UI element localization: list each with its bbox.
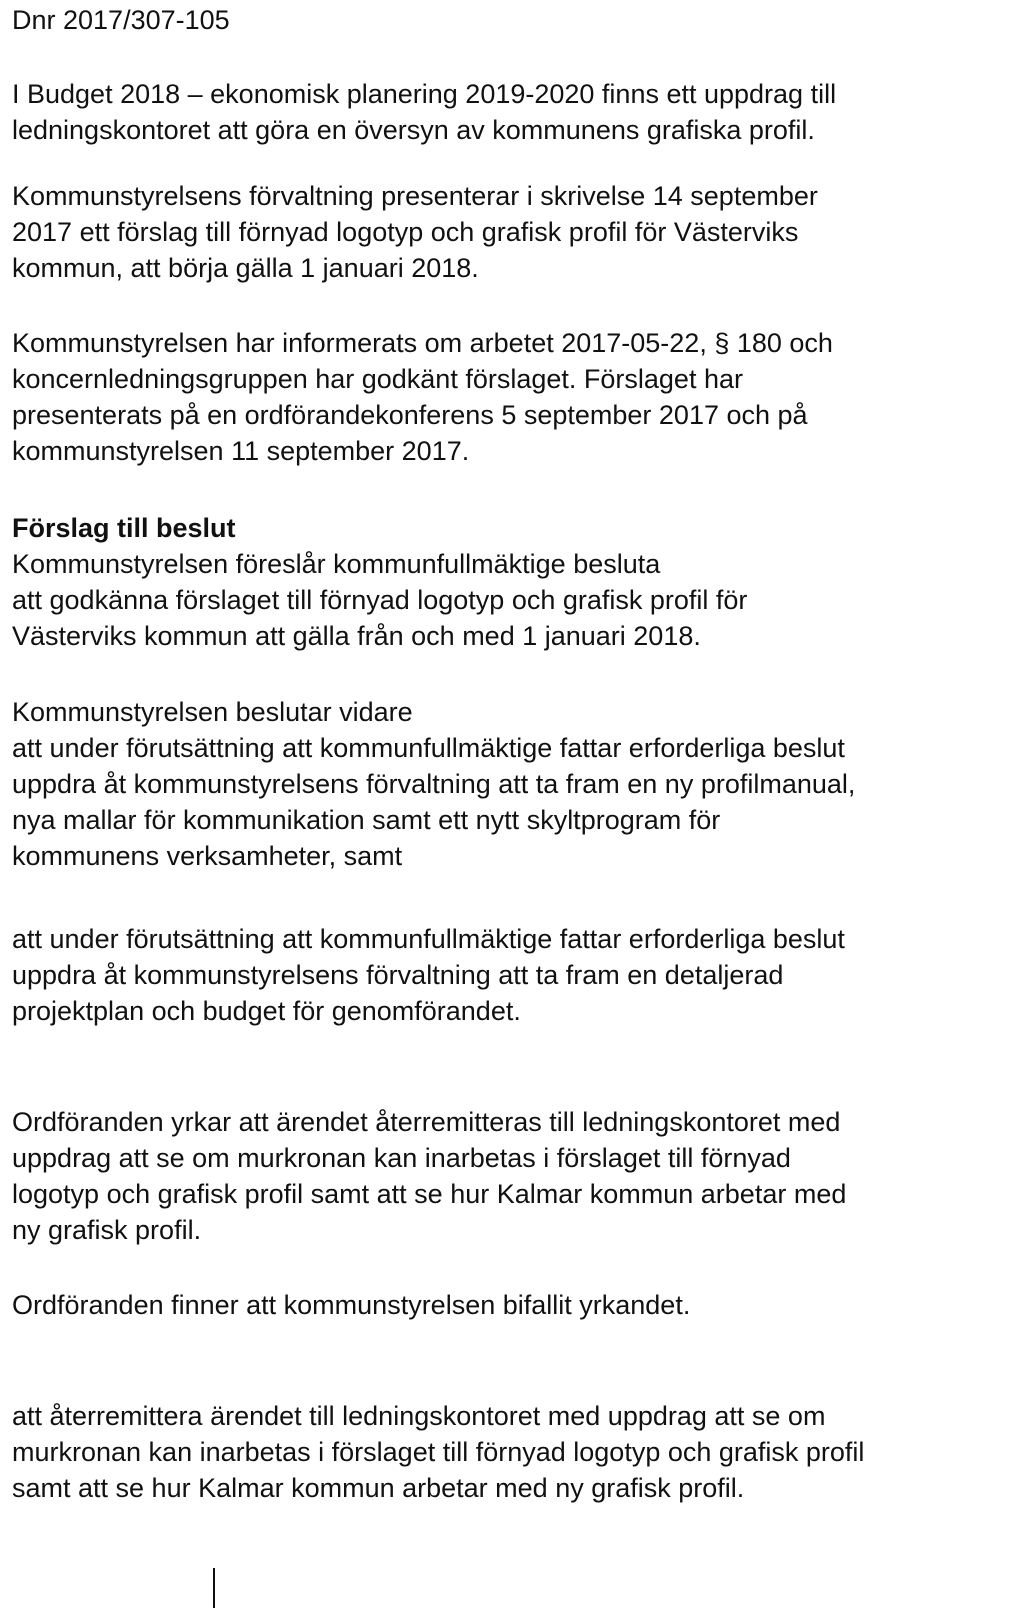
proposal-line-1: Kommunstyrelsen föreslår kommunfullmäktige besluta	[12, 549, 661, 579]
further-decision-2-line-1: att under förutsättning att kommunfullmäktige fattar erforderliga beslut	[12, 924, 845, 954]
further-decision-line-5: kommunens verksamheter, samt	[12, 841, 403, 871]
proposal-heading: Förslag till beslut	[12, 513, 236, 543]
chair-motion-line-4: ny grafisk profil.	[12, 1215, 202, 1245]
further-decision-line-2: att under förutsättning att kommunfullmäktige fattar erforderliga beslut	[12, 733, 845, 763]
chair-motion-line-3: logotyp och grafisk profil samt att se hur Kalmar kommun arbetar med	[12, 1179, 847, 1209]
paragraph-2-line-3: kommun, att börja gälla 1 januari 2018.	[12, 253, 479, 283]
paragraph-3-line-3: presenterats på en ordförandekonferens 5 september 2017 och på	[12, 400, 808, 430]
further-decision-line-1: Kommunstyrelsen beslutar vidare	[12, 697, 413, 727]
chair-motion-line-1: Ordföranden yrkar att ärendet återremitteras till ledningskontoret med	[12, 1107, 841, 1137]
paragraph-3-line-4: kommunstyrelsen 11 september 2017.	[12, 436, 470, 466]
further-decision-2-line-2: uppdra åt kommunstyrelsens förvaltning att ta fram en detaljerad	[12, 960, 784, 990]
paragraph-3-line-2: koncernledningsgruppen har godkänt förslaget. Förslaget har	[12, 364, 743, 394]
paragraph-1-line-2: ledningskontoret att göra en översyn av kommunens grafiska profil.	[12, 115, 815, 145]
paragraph-1-line-1: I Budget 2018 – ekonomisk planering 2019-2020 finns ett uppdrag till	[12, 79, 837, 109]
decision-line-3: samt att se hur Kalmar kommun arbetar med ny grafisk profil.	[12, 1473, 745, 1503]
further-decision-2-line-3: projektplan och budget för genomförandet.	[12, 996, 521, 1026]
vertical-mark	[213, 1568, 215, 1608]
decision-line-2: murkronan kan inarbetas i förslaget till förnyad logotyp och grafisk profil	[12, 1437, 865, 1467]
further-decision-line-4: nya mallar för kommunikation samt ett nytt skyltprogram för	[12, 805, 721, 835]
chair-motion-line-2: uppdrag att se om murkronan kan inarbetas i förslaget till förnyad	[12, 1143, 791, 1173]
diary-number: Dnr 2017/307-105	[12, 5, 230, 35]
paragraph-3-line-1: Kommunstyrelsen har informerats om arbetet 2017-05-22, § 180 och	[12, 328, 833, 358]
proposal-line-2: att godkänna förslaget till förnyad logotyp och grafisk profil för	[12, 585, 748, 615]
decision-line-1: att återremittera ärendet till ledningskontoret med uppdrag att se om	[12, 1401, 826, 1431]
proposal-line-3: Västerviks kommun att gälla från och med 1 januari 2018.	[12, 621, 701, 651]
paragraph-2-line-2: 2017 ett förslag till förnyad logotyp och grafisk profil för Västerviks	[12, 217, 799, 247]
further-decision-line-3: uppdra åt kommunstyrelsens förvaltning att ta fram en ny profilmanual,	[12, 769, 856, 799]
paragraph-2-line-1: Kommunstyrelsens förvaltning presenterar i skrivelse 14 september	[12, 181, 818, 211]
chair-finding: Ordföranden finner att kommunstyrelsen bifallit yrkandet.	[12, 1290, 691, 1320]
